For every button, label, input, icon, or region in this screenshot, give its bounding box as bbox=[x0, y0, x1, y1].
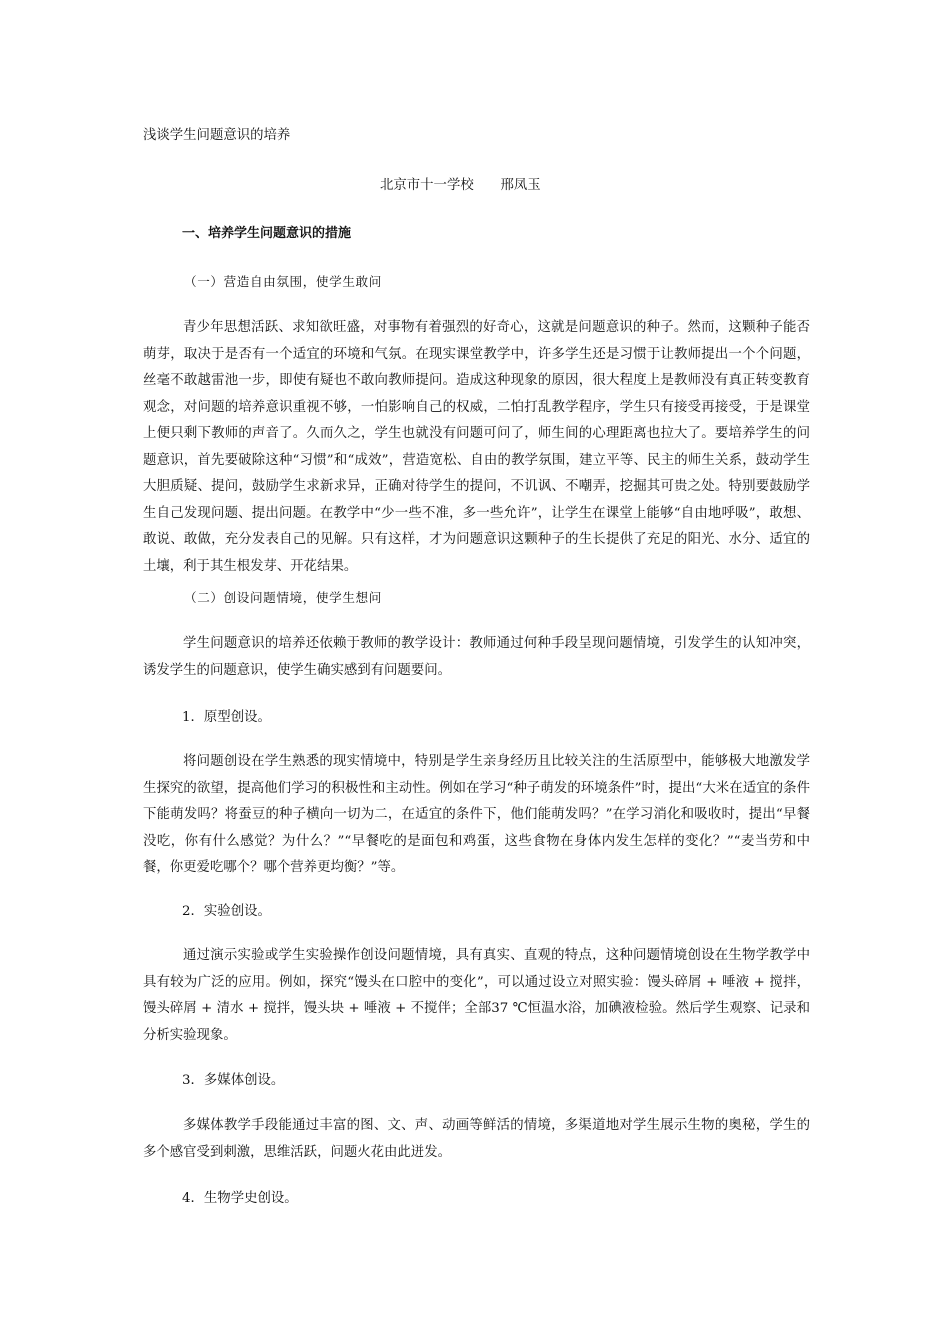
document-title: 浅谈学生问题意识的培养 bbox=[143, 128, 291, 143]
author-byline: 北京市十一学校 邢凤玉 bbox=[380, 178, 541, 193]
subsection-heading: （一）营造自由氛围，使学生敢问 bbox=[184, 274, 382, 289]
paragraph: 将问题创设在学生熟悉的现实情境中，特别是学生亲身经历且比较关注的生活原型中，能够极大地激发学生探究的欲望，提高他们学习的积极性和主动性。例如在学习“种子萌发的环境条件”时，提出“大米在适宜的条件下能萌发吗？将蚕豆的种子横向一切为二，在适宜的条件下，他们能萌发吗？”在学习消化和吸收时，提出“早餐没吃，你有什么感觉？为什么？”“早餐吃的是面包和鸡蛋，这些食物在身体内发生怎样的变化？”“麦当劳和中餐，你更爱吃哪个？哪个营养更均衡？”等。 bbox=[143, 754, 810, 875]
subsection-heading: （二）创设问题情境，使学生想问 bbox=[184, 590, 382, 605]
paragraph: 学生问题意识的培养还依赖于教师的教学设计：教师通过何种手段呈现问题情境，引发学生的认知冲突，诱发学生的问题意识，使学生确实感到有问题要问。 bbox=[143, 636, 810, 678]
list-item-heading: 4．生物学史创设。 bbox=[182, 1191, 298, 1206]
paragraph: 青少年思想活跃、求知欲旺盛，对事物有着强烈的好奇心，这就是问题意识的种子。然而，这颗种子能否萌芽，取决于是否有一个适宜的环境和气氛。在现实课堂教学中，许多学生还是习惯于让教师提出一个个问题，丝毫不敢越雷池一步，即使有疑也不敢向教师提问。造成这种现象的原因，很大程度上是教师没有真正转变教育观念，对问题的培养意识重视不够，一怕影响自己的权威，二怕打乱教学程序，学生只有接受再接受，于是课堂上便只剩下教师的声音了。久而久之，学生也就没有问题可问了，师生间的心理距离也拉大了。要培养学生的问题意识，首先要破除这种“习惯”和“成效”，营造宽松、自由的教学氛围，建立平等、民主的师生关系，鼓动学生大胆质疑、提问，鼓励学生求新求异，正确对待学生的提问，不讥讽、不嘲弄，挖掘其可贵之处。特别要鼓励学生自己发现问题、提出问题。在教学中“少一些不准，多一些允许”，让学生在课堂上能够“自由地呼吸”，敢想、敢说、敢做，充分发表自己的见解。只有这样，才为问题意识这颗种子的生长提供了充足的阳光、水分、适宜的土壤，利于其生根发芽、开花结果。 bbox=[143, 320, 810, 574]
list-item-heading: 3．多媒体创设。 bbox=[182, 1073, 285, 1088]
paragraph: 通过演示实验或学生实验操作创设问题情境，具有真实、直观的特点，这种问题情境创设在生物学教学中具有较为广泛的应用。例如，探究“馒头在口腔中的变化”，可以通过设立对照实验：馒头碎屑 + 唾液 + 搅拌，馒头碎屑 + 清水 + 搅拌，馒头块 + 唾液 + 不搅伴；全部37 ℃恒温水浴，加碘液检验。然后学生观察、记录和分析实验现象。 bbox=[143, 948, 810, 1043]
paragraph: 多媒体教学手段能通过丰富的图、文、声、动画等鲜活的情境，多渠道地对学生展示生物的奥秘，学生的多个感官受到刺激，思维活跃，问题火花由此迸发。 bbox=[143, 1118, 810, 1160]
section-heading: 一、培养学生问题意识的措施 bbox=[182, 226, 352, 241]
list-item-heading: 1．原型创设。 bbox=[182, 710, 271, 725]
list-item-heading: 2．实验创设。 bbox=[182, 904, 271, 919]
